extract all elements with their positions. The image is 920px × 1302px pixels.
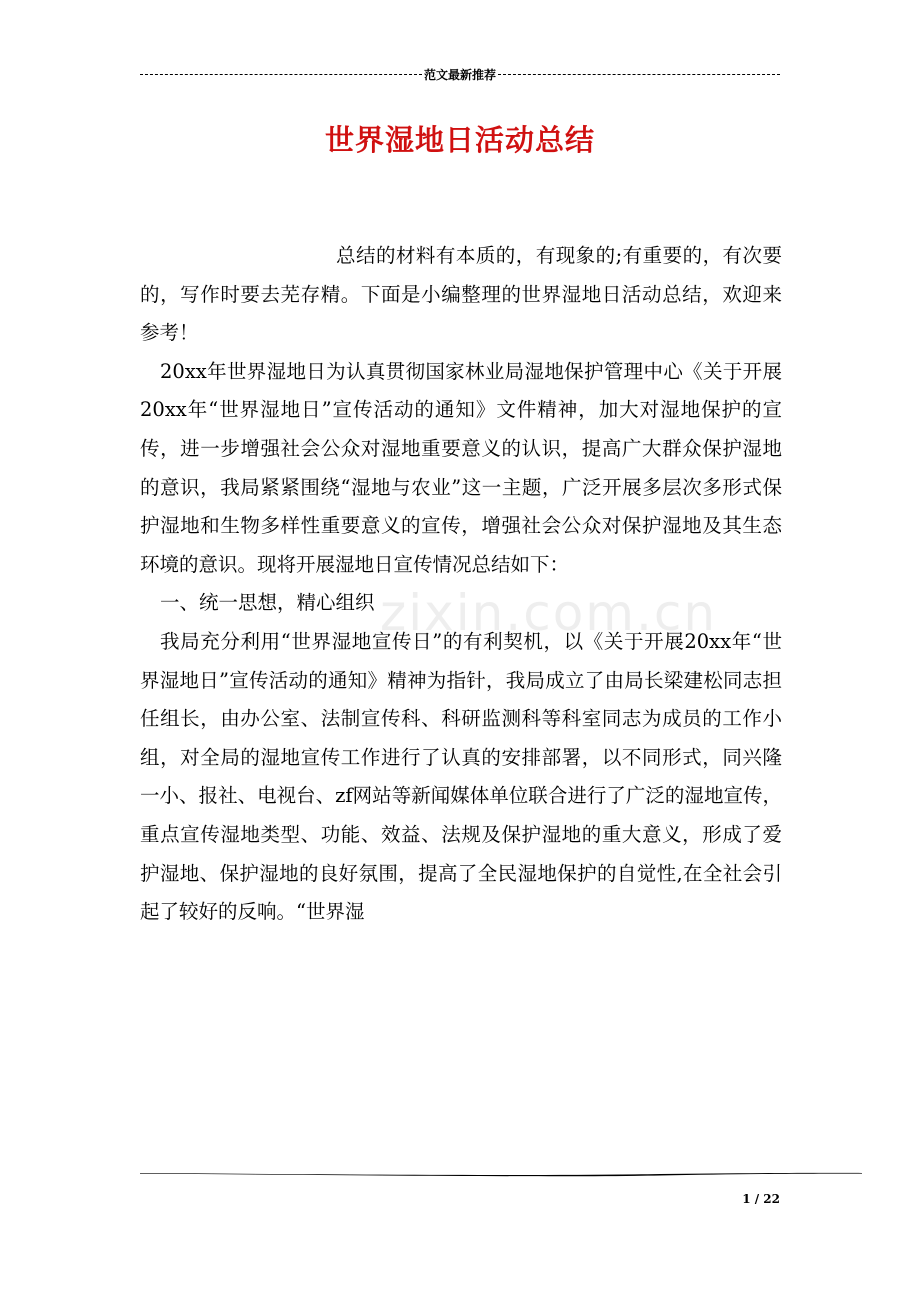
intro-paragraph: 总结的材料有本质的，有现象的;有重要的，有次要的，写作时要去芜存精。下面是小编整理的世界湿地日活动总结，欢迎来参考！: [140, 244, 782, 345]
header-dash-left: [140, 74, 422, 75]
document-body: [140, 237, 782, 932]
body-paragraph: 20xx年世界湿地日为认真贯彻国家林业局湿地保护管理中心《关于开展20xx年“世界湿地日”宣传活动的通知》文件精神，加大对湿地保护的宣传，进一步增强社会公众对湿地重要意义的认识，提高广大群众保护湿地的意识，我局紧紧围绕“湿地与农业”这一主题，广泛开展多层次多形式保护湿地和生物多样性重要意义的宣传，增强社会公众对保护湿地及其生态环境的意识。现将开展湿地日宣传情况总结如下：: [140, 359, 782, 576]
header-rule: [140, 66, 780, 83]
page-number: 1 / 22: [742, 1192, 780, 1206]
body-paragraph: 我局充分利用“世界湿地宣传日”的有利契机，以《关于开展20xx年“世界湿地日”宣传活动的通知》精神为指针，我局成立了由局长梁建松同志担任组长，由办公室、法制宣传科、科研监测科等科室同志为成员的工作小组，对全局的湿地宣传工作进行了认真的安排部署，以不同形式，同兴隆一小、报社、电视台、zf网站等新闻媒体单位联合进行了广泛的湿地宣传，重点宣传湿地类型、功能、效益、法规及保护湿地的重大意义，形成了爱护湿地、保护湿地的良好氛围，提高了全民湿地保护的自觉性,在全社会引起了较好的反响。“世界湿: [140, 629, 782, 924]
header-label: 范文最新推荐: [424, 68, 497, 82]
footer-rule: [140, 1168, 862, 1178]
section-heading: 一、统一思想，精心组织: [160, 591, 375, 615]
watermark: zixin.com.cn: [380, 584, 718, 642]
header-dash-right: [498, 74, 780, 75]
document-title: 世界湿地日活动总结: [324, 123, 595, 157]
